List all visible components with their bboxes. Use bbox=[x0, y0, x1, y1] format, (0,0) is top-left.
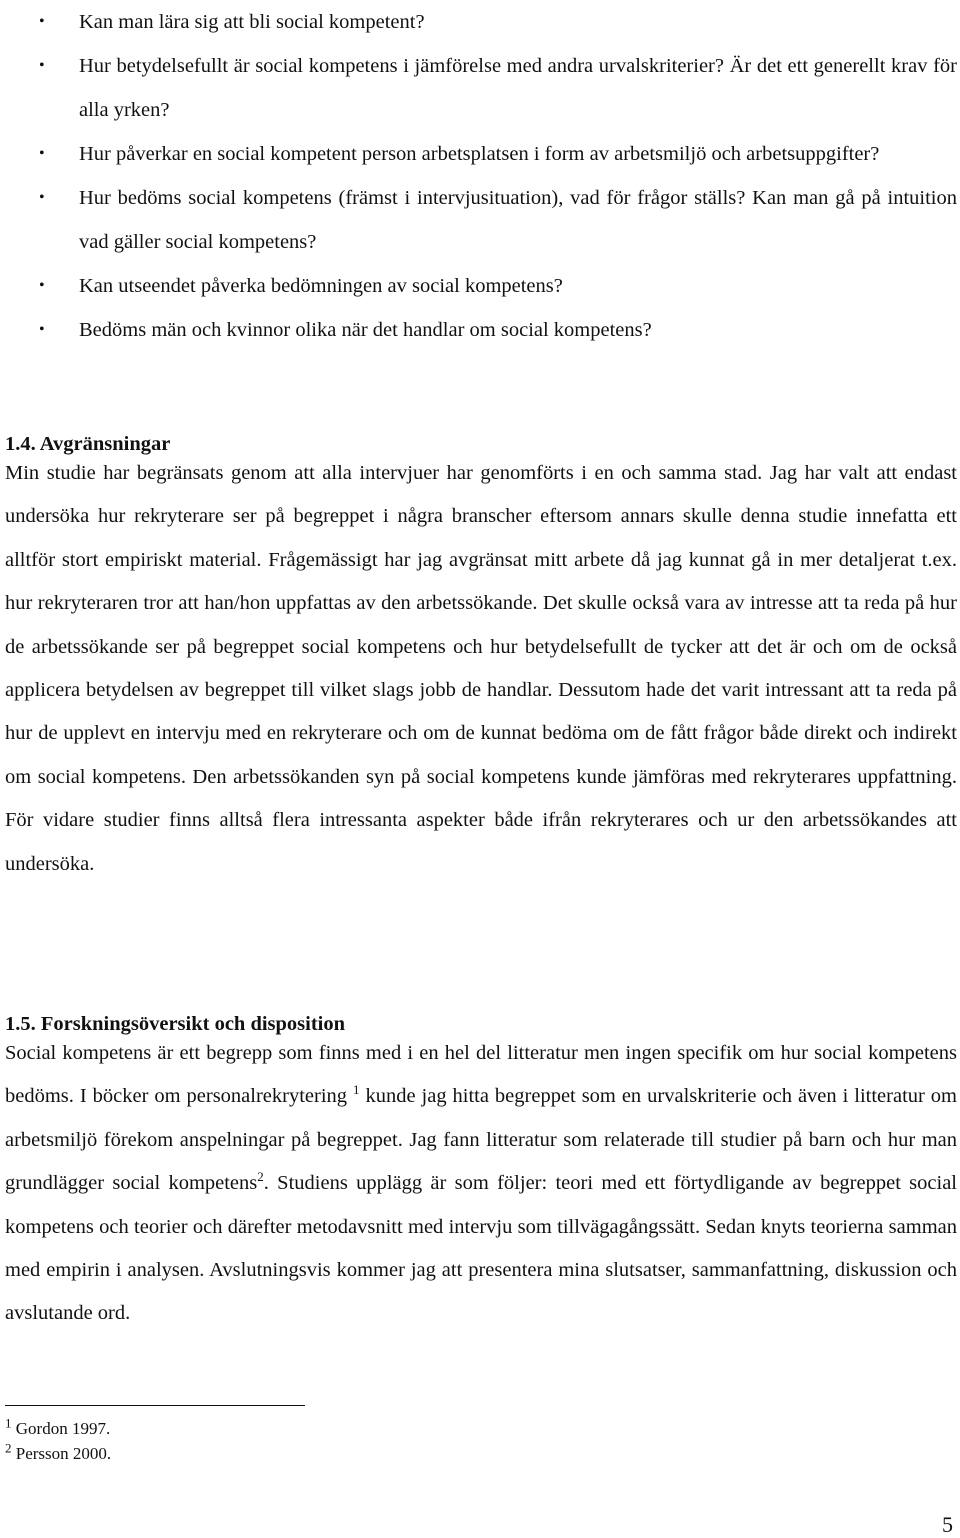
question-item: • Kan utseendet påverka bedömningen av social kompetens? bbox=[5, 264, 957, 308]
footnote: $^2$ Persson 2000. bbox=[5, 1440, 112, 1463]
section-avgransningar bbox=[5, 430, 957, 886]
bullet-icon: • bbox=[39, 277, 45, 294]
bullet-icon: • bbox=[39, 57, 45, 74]
section-paragraph: Social kompetens är ett begrepp som finns med i en hel del litteratur men ingen specifik om hur social kompetens bedöms. I böcker om personalrekrytering $^1$ kunde jag hitta begreppet som en urvalskriterie och även i litteratur om arbetsmiljö förekom anspelningar på begreppet. Jag fann litteratur som relaterade till studier på barn och hur man grundlägger social kompetens$^2$. Studiens upplägg är som följer: teori med ett förtydligande av begreppet social kompetens och teorier och därefter metodavsnitt med intervju som tillvägagångssätt. Sedan knyts teorierna samman med empirin i analysen. Avslutningsvis kommer jag att presentera mina slutsatser, sammanfattning, diskussion och avslutande ord. bbox=[5, 1042, 957, 1325]
section-heading: 1.5. Forskningsöversikt och disposition bbox=[5, 1013, 346, 1035]
question-item: • Kan man lära sig att bli social kompetent? bbox=[5, 0, 957, 44]
bullet-icon: • bbox=[39, 321, 45, 338]
footnote-ref: 2 bbox=[257, 1169, 264, 1185]
question-item: • Bedöms män och kvinnor olika när det handlar om social kompetens? bbox=[5, 308, 957, 352]
bullet-icon: • bbox=[39, 13, 45, 30]
bullet-icon: • bbox=[39, 145, 45, 162]
footnote-divider bbox=[5, 1405, 305, 1406]
question-list bbox=[5, 0, 957, 352]
section-paragraph: Min studie har begränsats genom att alla intervjuer har genomförts i en och samma stad. Jag har valt att endast undersöka hur rekryterare ser på begreppet i några branscher eftersom annars skulle denna studie innefatta ett alltför stort empiriskt material. Frågemässigt har jag avgränsat mitt arbete då jag kunnat gå in mer detaljerat t.ex. hur rekryteraren tror att han/hon uppfattas av den arbetssökande. Det skulle också vara av intresse att ta reda på hur de arbetssökande ser på begreppet social kompetens och hur betydelsefullt de tycker att det är och om de också applicera betydelsen av begreppet till vilket slags jobb de handlar. Dessutom hade det varit intressant att ta reda på hur de upplevt en intervju med en rekryterare och om de kunnat bedöma om de fått frågor både direkt och indirekt om social kompetens. Den arbetssökanden syn på social kompetens kunde jämföras med rekryterares uppfattning. För vidare studier finns alltså flera intressanta aspekter både ifrån rekryterares och ur den arbetssökandes att undersöka. bbox=[5, 462, 957, 875]
footnote-ref: 1 bbox=[353, 1082, 360, 1098]
question-item: • Hur påverkar en social kompetent person arbetsplatsen i form av arbetsmiljö och arbetsuppgifter? bbox=[5, 132, 957, 176]
question-item: • Hur betydelsefullt är social kompetens i jämförelse med andra urvalskriterier? Är det ett generellt krav för alla yrken? bbox=[5, 44, 957, 132]
page-number: 5 bbox=[942, 1512, 953, 1537]
section-heading: 1.4. Avgränsningar bbox=[5, 433, 171, 455]
bullet-icon: • bbox=[39, 189, 45, 206]
section-forskningsoversikt bbox=[5, 1010, 957, 1336]
footnotes bbox=[5, 1416, 111, 1466]
footnote: $^1$ Gordon 1997. bbox=[5, 1415, 111, 1438]
question-item: • Hur bedöms social kompetens (främst i intervjusituation), vad för frågor ställs? Kan man gå på intuition vad gäller social kompetens? bbox=[5, 176, 957, 264]
